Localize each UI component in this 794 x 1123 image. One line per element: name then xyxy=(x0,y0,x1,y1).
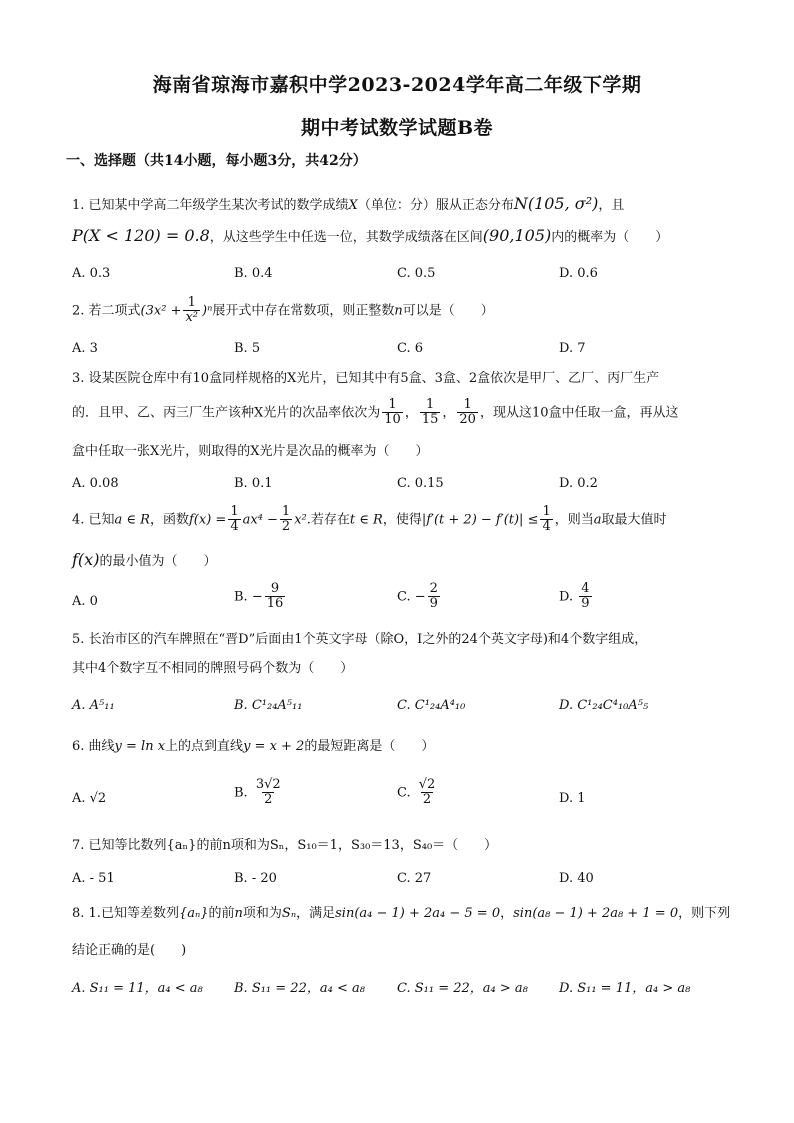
section-heading-choice: 一、选择题（共14小题，每小题3分，共42分） xyxy=(66,153,367,169)
exam-title-line2: 期中考试数学试题B卷 xyxy=(300,117,494,139)
q4-fraction-b: $\frac{1}{2}$ xyxy=(281,504,291,535)
q2-option-c[interactable]: C. 6 xyxy=(397,341,424,356)
question-4-options xyxy=(72,582,732,622)
q4-option-d[interactable]: D. $\frac{4}{9}$ xyxy=(559,581,590,612)
question-1-options xyxy=(72,266,732,286)
question-4-line2: f(x)的最小值为（ ） xyxy=(72,550,217,569)
q3-fraction-3: $\frac{1}{20}$ xyxy=(459,397,476,428)
q3-option-d[interactable]: D. 0.2 xyxy=(559,476,598,491)
q4-fraction-c: $\frac{1}{4}$ xyxy=(542,504,551,535)
q5-option-a[interactable]: A. A⁵₁₁ xyxy=(72,698,115,713)
question-1-line2: P(X < 120) = 0.8，从这些学生中任选一位，其数学成绩落在区间(90,105)内的概率为（ ） xyxy=(72,226,669,245)
question-5-line1: 5. 长治市区的汽车牌照在“晋D”后面由1个英文字母（除O，I之外的24个英文字母)和4个数字组成， xyxy=(72,632,648,647)
question-8-line1: 8. 1.已知等差数列{aₙ}的前n项和为Sₙ，满足sin(a₄ − 1) + 2a₄ − 5 = 0，sin(a₈ − 1) + 2a₈ + 1 = 0，则下列 xyxy=(72,906,731,921)
q8-option-d[interactable]: D. S₁₁ = 11，a₄ > a₈ xyxy=(559,981,691,996)
q8-option-a[interactable]: A. S₁₁ = 11，a₄ < a₈ xyxy=(72,981,203,996)
question-4-line1: 4. 已知a ∈ R，函数f(x) = $\frac{1}{4}$ ax⁴ − $\frac{1}{2}$ x².若存在t ∈ R，使得|f′(t + 2) − f′(t)| ≤ $\frac{1}{4}$ ，则当a取最大值时 xyxy=(72,504,667,535)
q1-option-d[interactable]: D. 0.6 xyxy=(559,266,598,281)
q2-option-d[interactable]: D. 7 xyxy=(559,341,586,356)
question-3-line1: 3. 设某医院仓库中有10盒同样规格的X光片，已知其中有5盒、3盒、2盒依次是甲厂、乙厂、丙厂生产 xyxy=(72,371,660,386)
q2-option-a[interactable]: A. 3 xyxy=(72,341,98,356)
question-8-options xyxy=(72,977,732,997)
question-3-line2: 的．且甲、乙、丙三厂生产该种X光片的次品率依次为 $\frac{1}{10}$ ， $\frac{1}{15}$ ， $\frac{1}{20}$ ，现从这10盒中任取一盒，再从这 xyxy=(72,397,679,428)
q4-option-b[interactable]: B. − $\frac{9}{16}$ xyxy=(234,581,284,612)
q5-option-c[interactable]: C. C¹₂₄A⁴₁₀ xyxy=(397,698,466,713)
question-7: 7. 已知等比数列{aₙ}的前n项和为Sₙ，S₁₀＝1，S₃₀＝13，S₄₀＝（ ） xyxy=(72,838,498,853)
question-5-options xyxy=(72,698,732,718)
q4-fraction-a: $\frac{1}{4}$ xyxy=(230,504,239,535)
q1-option-a[interactable]: A. 0.3 xyxy=(72,266,111,281)
question-1-line1: 1. 已知某中学高二年级学生某次考试的数学成绩X（单位：分）服从正态分布N(105, σ²)，且 xyxy=(72,194,625,213)
q3-option-b[interactable]: B. 0.1 xyxy=(234,476,273,491)
q5-option-b[interactable]: B. C¹₂₄A⁵₁₁ xyxy=(234,698,303,713)
q6-option-d[interactable]: D. 1 xyxy=(559,791,586,806)
q4-option-c[interactable]: C. − $\frac{2}{9}$ xyxy=(397,581,438,612)
q7-option-a[interactable]: A. - 51 xyxy=(72,871,115,886)
question-2: 2. 若二项式(3x² + $\frac{1}{\text{x²}}$ )ⁿ展开式中存在常数项，则正整数n可以是（ ） xyxy=(72,295,494,326)
q2-fraction: $\frac{1}{\text{x²}}$ xyxy=(185,295,199,326)
question-7-options xyxy=(72,871,732,891)
q1-option-b[interactable]: B. 0.4 xyxy=(234,266,273,281)
q4-option-a[interactable]: A. 0 xyxy=(72,594,98,609)
question-2-options xyxy=(72,341,732,361)
q6-option-a[interactable]: A. √2 xyxy=(72,791,107,806)
question-5-line2: 其中4个数字互不相同的牌照号码个数为（ ） xyxy=(72,661,354,676)
exam-title-line1: 海南省琼海市嘉积中学2023-2024学年高二年级下学期 xyxy=(152,74,642,96)
q7-option-c[interactable]: C. 27 xyxy=(397,871,432,886)
q2-option-b[interactable]: B. 5 xyxy=(234,341,261,356)
q1-option-c[interactable]: C. 0.5 xyxy=(397,266,436,281)
q8-option-b[interactable]: B. S₁₁ = 22，a₄ < a₈ xyxy=(234,981,365,996)
question-3-options xyxy=(72,476,732,496)
q3-fraction-2: $\frac{1}{15}$ xyxy=(421,397,439,428)
question-3-line3: 盒中任取一张X光片，则取得的X光片是次品的概率为（ ） xyxy=(72,444,429,459)
q5-option-d[interactable]: D. C¹₂₄C⁴₁₀A⁵₅ xyxy=(559,698,649,713)
q3-option-c[interactable]: C. 0.15 xyxy=(397,476,444,491)
question-8-line2: 结论正确的是( ) xyxy=(72,943,187,958)
q6-option-b[interactable]: B. $\frac{3√2}{2}$ xyxy=(234,777,281,808)
q3-option-a[interactable]: A. 0.08 xyxy=(72,476,119,491)
q8-option-c[interactable]: C. S₁₁ = 22，a₄ > a₈ xyxy=(397,981,528,996)
q6-option-c[interactable]: C. $\frac{√2}{2}$ xyxy=(397,777,436,808)
question-6: 6. 曲线y = ln x上的点到直线y = x + 2的最短距离是（ ） xyxy=(72,739,435,754)
question-6-options xyxy=(72,778,732,820)
q7-option-d[interactable]: D. 40 xyxy=(559,871,594,886)
q7-option-b[interactable]: B. - 20 xyxy=(234,871,277,886)
q3-fraction-1: $\frac{1}{10}$ xyxy=(384,397,401,428)
